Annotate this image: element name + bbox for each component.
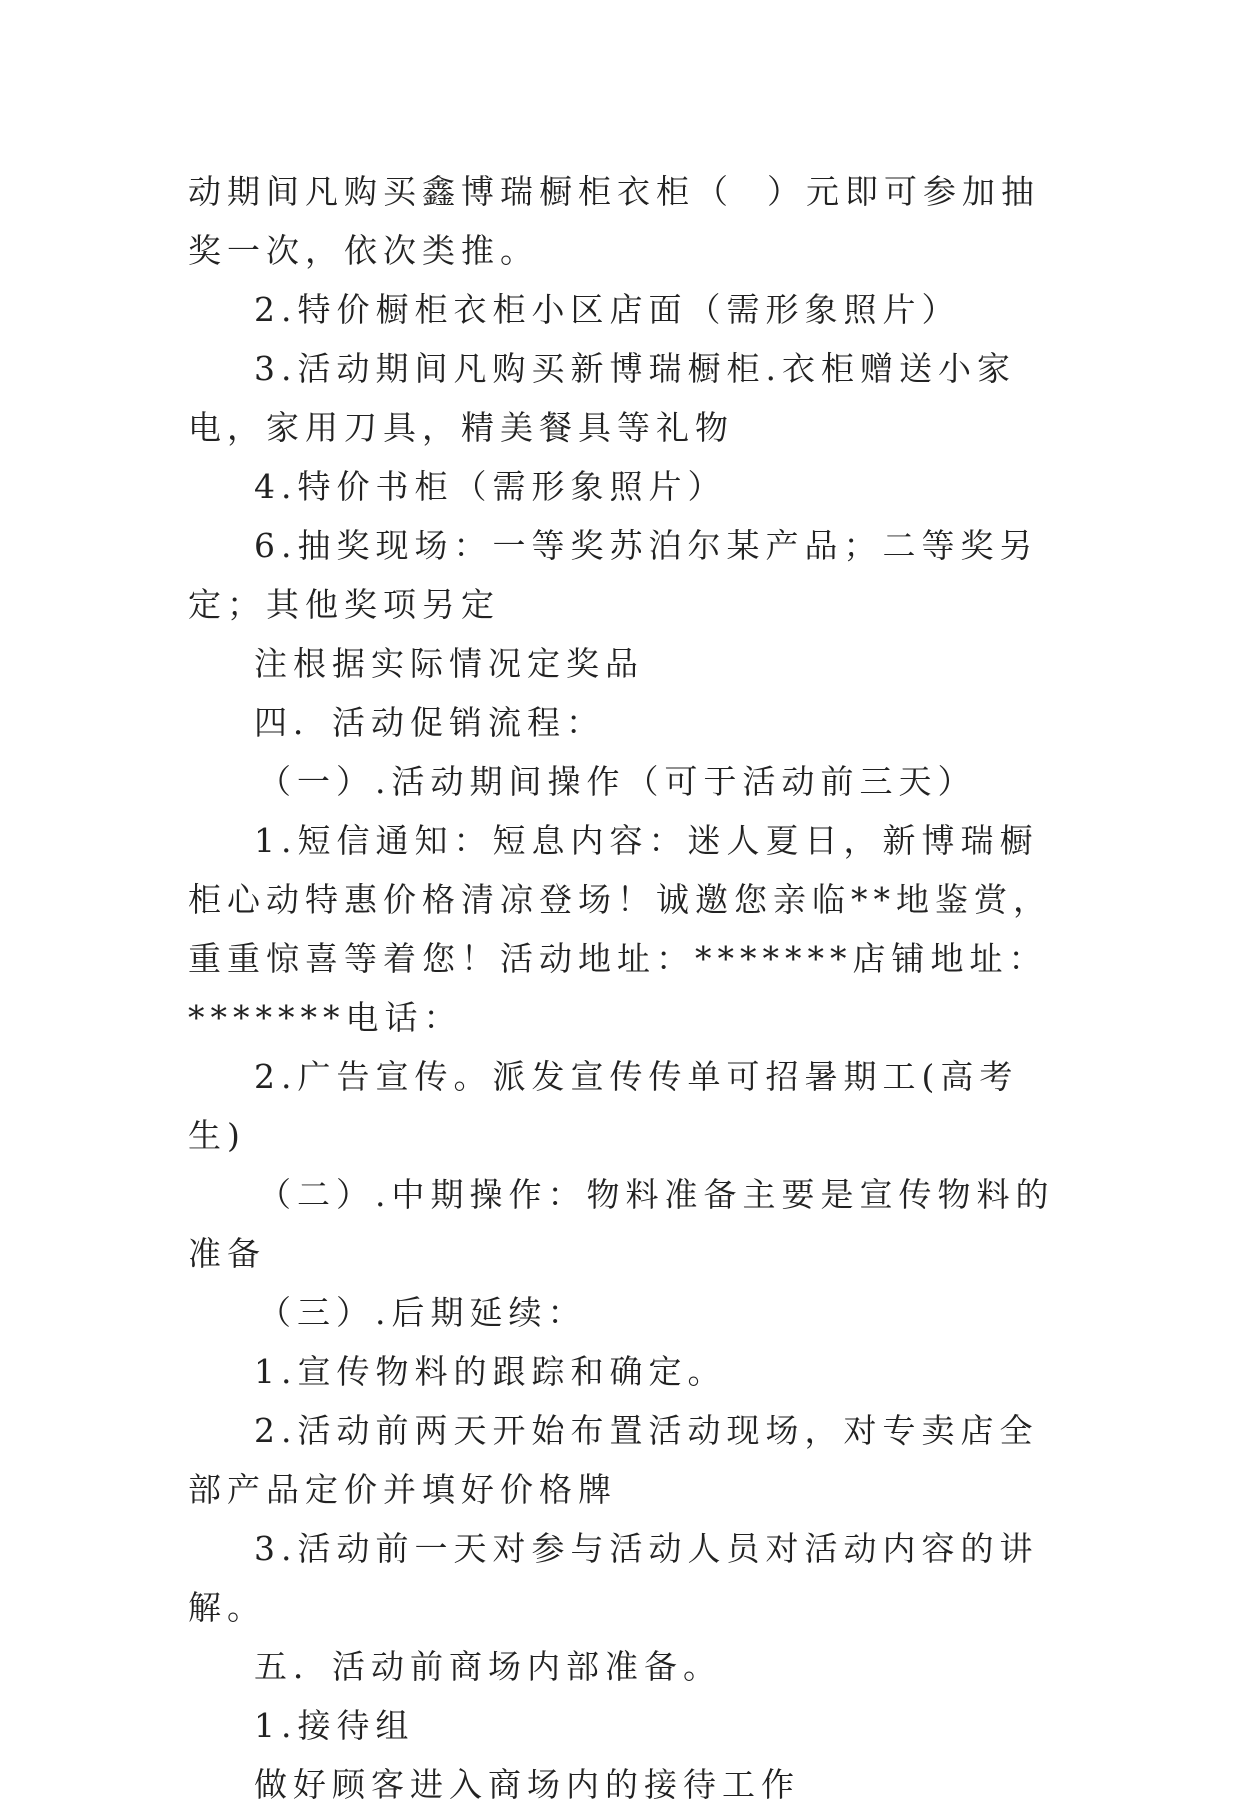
paragraph-site-setup: 2.活动前两天开始布置活动现场，对专卖店全部产品定价并填好价格牌 — [188, 1411, 1039, 1509]
document-body — [188, 162, 1068, 1814]
paragraph-gift-offer: 3.活动期间凡购买新博瑞橱柜.衣柜赠送小家电，家用刀具，精美餐具等礼物 — [188, 349, 1016, 447]
paragraph-advertising: 2.广告宣传。派发宣传传单可招暑期工(高考生) — [188, 1057, 1019, 1155]
paragraph-prize-note: 注根据实际情况定奖品 — [254, 644, 644, 683]
paragraph-special-cabinet-storefront: 2.特价橱柜衣柜小区店面（需形象照片） — [254, 290, 961, 329]
paragraph-staff-briefing: 3.活动前一天对参与活动人员对活动内容的讲解。 — [188, 1529, 1039, 1627]
subsection-heading-midterm-operations: （二）.中期操作：物料准备主要是宣传物料的准备 — [188, 1175, 1055, 1273]
paragraph-sms-notice: 1.短信通知：短息内容：迷人夏日，新博瑞橱柜心动特惠价格清凉登场！诚邀您亲临**地鉴赏，重重惊喜等着您！活动地址：*******店铺地址：*******电话： — [188, 821, 1052, 1037]
subsection-heading-activity-operations: （一）.活动期间操作（可于活动前三天） — [258, 762, 977, 801]
section-heading-promotion-process: 四．活动促销流程： — [254, 703, 605, 742]
paragraph-reception-group: 1.接待组 — [254, 1706, 415, 1745]
paragraph-special-bookcase: 4.特价书柜（需形象照片） — [254, 467, 727, 506]
paragraph-prize-draw-continuation: 动期间凡购买鑫博瑞橱柜衣柜（ ）元即可参加抽奖一次，依次类推。 — [188, 172, 1040, 270]
paragraph-lottery-prizes: 6.抽奖现场：一等奖苏泊尔某产品；二等奖另定；其他奖项另定 — [188, 526, 1039, 624]
section-heading-internal-preparation: 五．活动前商场内部准备。 — [254, 1647, 722, 1686]
subsection-heading-follow-up: （三）.后期延续： — [258, 1293, 587, 1332]
paragraph-material-tracking: 1.宣传物料的跟踪和确定。 — [254, 1352, 727, 1391]
paragraph-reception-duty: 做好顾客进入商场内的接待工作 — [254, 1765, 800, 1804]
